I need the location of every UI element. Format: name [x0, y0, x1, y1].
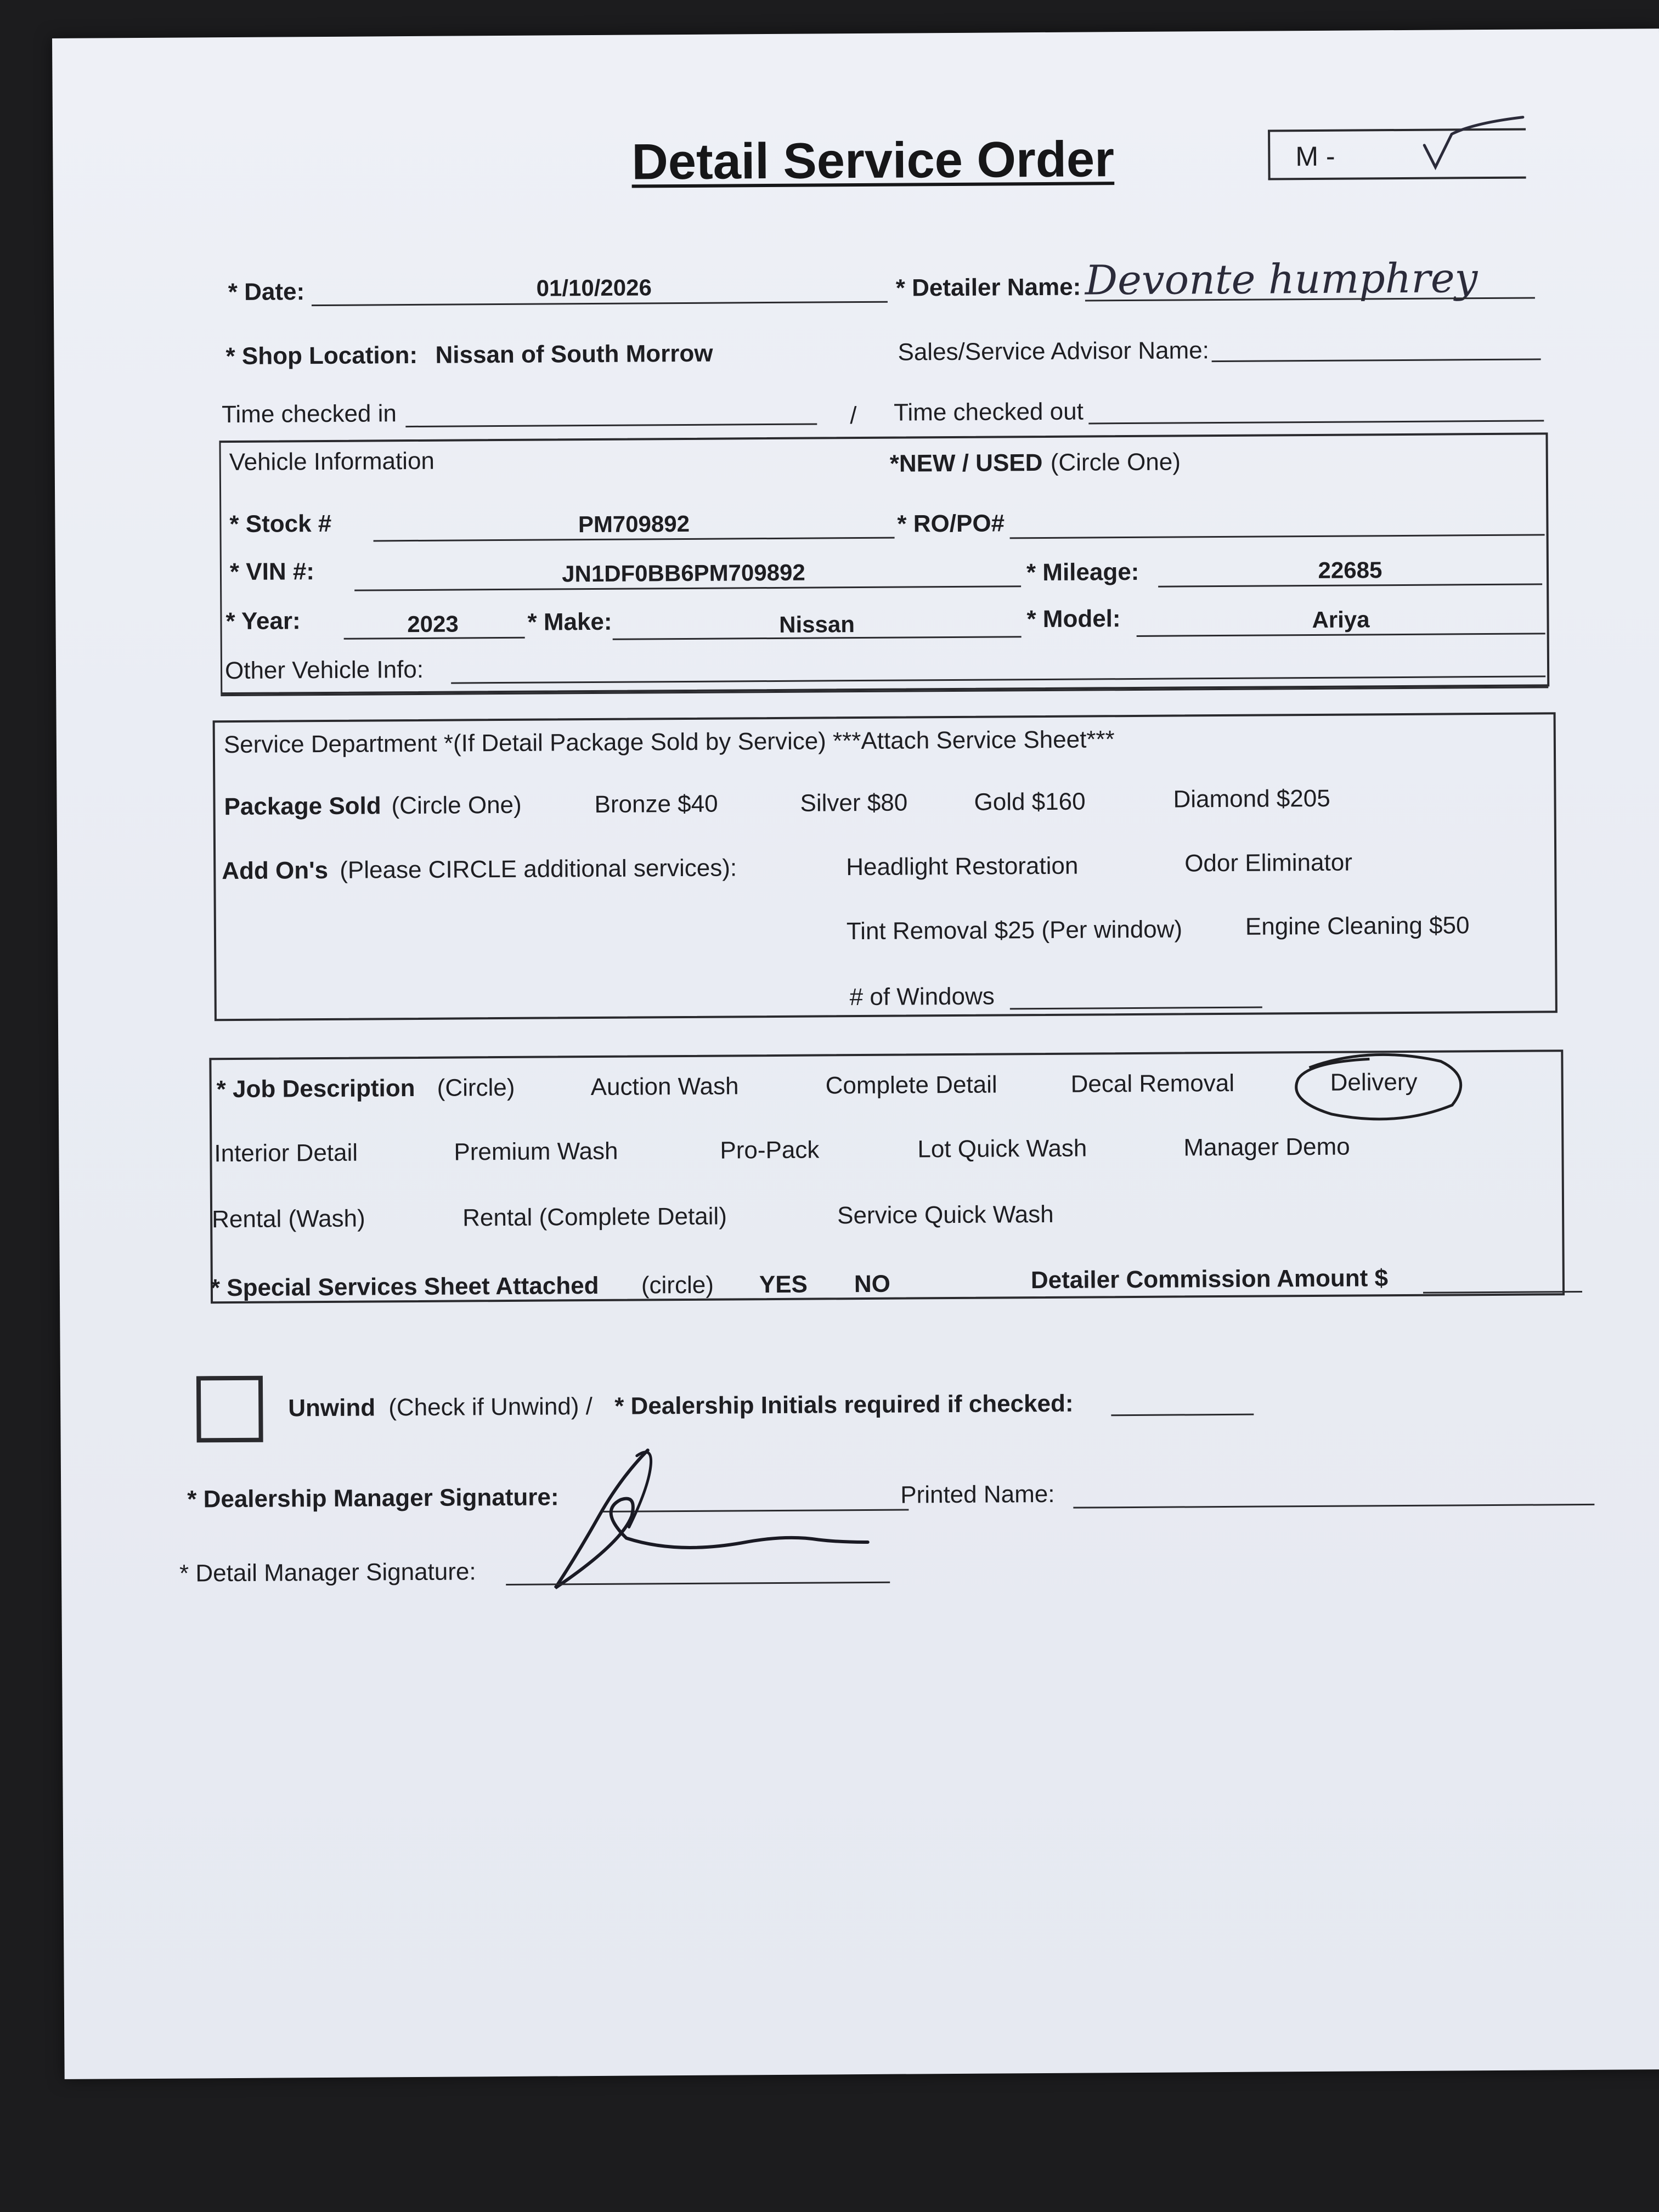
job-delivery[interactable]: Delivery [1330, 1068, 1418, 1096]
commission-label: Detailer Commission Amount $ [1030, 1265, 1389, 1294]
shop-label: * Shop Location: [225, 341, 418, 370]
date-value: 01/10/2026 [536, 274, 652, 301]
new-used-hint: (Circle One) [1050, 448, 1181, 476]
model-label: * Model: [1026, 605, 1121, 633]
corner-box-left [1268, 129, 1271, 180]
printed-name-line [1073, 1504, 1594, 1509]
mileage-value: 22685 [1318, 557, 1383, 583]
job-interior-detail[interactable]: Interior Detail [214, 1139, 358, 1167]
job-premium-wash[interactable]: Premium Wash [454, 1137, 618, 1166]
advisor-line [1212, 358, 1541, 362]
time-slash: / [850, 402, 857, 430]
addon-headlight[interactable]: Headlight Restoration [846, 852, 1079, 881]
checkmark-icon [1413, 112, 1534, 178]
mileage-label: * Mileage: [1026, 558, 1139, 586]
shop-value: Nissan of South Morrow [435, 340, 713, 369]
year-value: 2023 [407, 611, 459, 637]
package-gold[interactable]: Gold $160 [974, 788, 1086, 816]
printed-name-label: Printed Name: [900, 1480, 1055, 1509]
unwind-label: Unwind [288, 1394, 376, 1422]
new-used-label: *NEW / USED [889, 449, 1043, 477]
addons-label: Add On's [222, 856, 329, 885]
stock-label: * Stock # [229, 510, 332, 538]
other-info-label: Other Vehicle Info: [224, 656, 424, 685]
vehicle-heading: Vehicle Information [229, 447, 435, 476]
advisor-label: Sales/Service Advisor Name: [898, 337, 1210, 366]
model-value: Ariya [1312, 606, 1370, 633]
job-auction-wash[interactable]: Auction Wash [590, 1073, 739, 1101]
package-bronze[interactable]: Bronze $40 [594, 790, 718, 818]
job-rental-wash[interactable]: Rental (Wash) [212, 1205, 365, 1233]
year-label: * Year: [225, 607, 301, 635]
unwind-checkbox[interactable] [196, 1376, 263, 1443]
time-out-label: Time checked out [894, 398, 1084, 426]
addon-tint[interactable]: Tint Removal $25 (Per window) [846, 916, 1183, 945]
job-rental-complete[interactable]: Rental (Complete Detail) [462, 1203, 727, 1232]
manager-signature-scribble [511, 1432, 929, 1616]
initials-line [1111, 1414, 1254, 1417]
delivery-circle-mark [1287, 1045, 1474, 1128]
make-label: * Make: [527, 608, 612, 636]
job-manager-demo[interactable]: Manager Demo [1183, 1133, 1350, 1161]
special-hint: (circle) [641, 1271, 714, 1299]
addons-hint: (Please CIRCLE additional services): [340, 854, 737, 884]
make-value: Nissan [779, 611, 855, 637]
special-yes[interactable]: YES [759, 1271, 808, 1299]
job-hint: (Circle) [437, 1074, 515, 1102]
windows-label: # of Windows [849, 983, 995, 1011]
time-in-label: Time checked in [222, 400, 397, 428]
addon-odor[interactable]: Odor Eliminator [1184, 849, 1353, 877]
manager-signature-label: * Dealership Manager Signature: [187, 1483, 559, 1513]
job-decal-removal[interactable]: Decal Removal [1070, 1069, 1235, 1098]
unwind-hint: (Check if Unwind) / [388, 1393, 593, 1421]
service-heading: Service Department *(If Detail Package Sold by Service) ***Attach Service Sheet*** [223, 726, 1115, 759]
special-label: * Special Services Sheet Attached [210, 1272, 599, 1302]
package-label: Package Sold [224, 792, 381, 821]
date-label: * Date: [228, 278, 305, 306]
service-order-sheet [52, 29, 1659, 2079]
form-title: Detail Service Order [631, 131, 1115, 190]
job-label: * Job Description [216, 1074, 415, 1103]
time-out-line [1088, 420, 1544, 424]
detailer-value[interactable]: Devonte humphrey [1085, 255, 1478, 304]
unwind-required-label: * Dealership Initials required if checked: [614, 1390, 1074, 1420]
job-lot-quick-wash[interactable]: Lot Quick Wash [917, 1135, 1087, 1163]
package-diamond[interactable]: Diamond $205 [1173, 785, 1330, 813]
package-silver[interactable]: Silver $80 [800, 789, 908, 817]
job-complete-detail[interactable]: Complete Detail [825, 1071, 997, 1099]
time-in-line [405, 423, 817, 427]
package-hint: (Circle One) [391, 791, 522, 820]
detailer-label: * Detailer Name: [895, 273, 1081, 302]
special-no[interactable]: NO [854, 1270, 891, 1298]
stock-value: PM709892 [578, 510, 690, 538]
vin-value: JN1DF0BB6PM709892 [562, 559, 805, 587]
ro-label: * RO/PO# [897, 510, 1005, 538]
detail-manager-label: * Detail Manager Signature: [179, 1558, 476, 1587]
addon-engine[interactable]: Engine Cleaning $50 [1245, 912, 1470, 940]
corner-box-label: M - [1295, 140, 1335, 172]
job-service-quick-wash[interactable]: Service Quick Wash [837, 1200, 1054, 1229]
vin-label: * VIN #: [229, 558, 315, 586]
job-pro-pack[interactable]: Pro-Pack [720, 1136, 820, 1164]
